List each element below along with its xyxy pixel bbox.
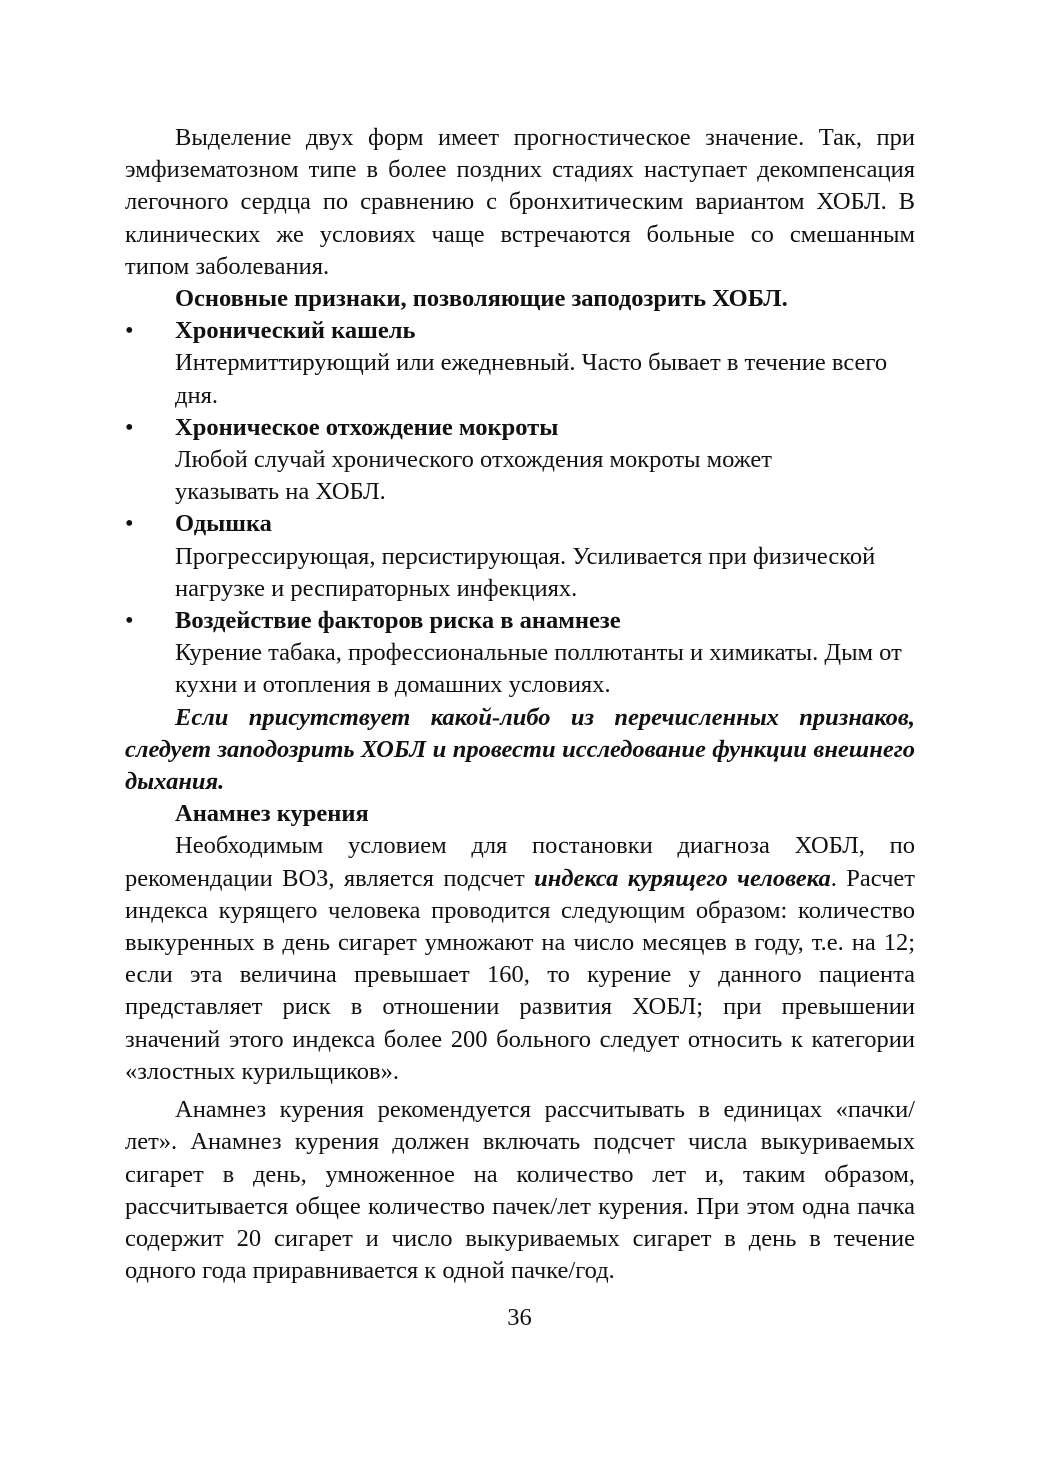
sign-item-risk-factors — [125, 605, 915, 702]
smoker-index-body: . Расчет индекса курящего человека проводится следующим образом: количество выкуренных в день сигарет умножают на число месяцев в году, т.е. на 12; если эта величина превышает 160, то курение у данного пациента представляет риск в отношении развития ХОБЛ; при превышении значений этого индекса более 200 больного следует относить к категории «злостных курильщиков». — [125, 864, 916, 1085]
bullet-marker: • — [125, 510, 134, 538]
smoker-index-intro: Необходимым условием для постановки диагноза ХОБЛ, по рекомендации ВОЗ, является подсчет — [125, 832, 915, 892]
page-body — [125, 122, 915, 1287]
heading-main-signs: Основные признаки, позволяющие заподозрить ХОБЛ. — [175, 285, 788, 313]
paragraph-forms: Выделение двух форм имеет прогностическое значение. Так, при эмфизематозном типе в более поздних стадиях наступает декомпенсация легочного сердца по сравнению с бронхитическим вариантом ХОБЛ. В клинических же условиях чаще встречаются больные со смешанным типом заболевания. — [125, 124, 915, 280]
paragraph-pack-years: Анамнез курения рекомендуется рассчитывать в единицах «пачки/лет». Анамнез курения должен включать подсчет числа выкуриваемых сигарет в день, умноженное на количество лет и, таким образом, рассчитывается общее количество пачек/лет курения. При этом одна пачка содержит 20 сигарет и число выкуриваемых сигарет в день в течение одного года приравнивается к одной пачке/год. — [125, 1096, 915, 1285]
bullet-marker: • — [125, 317, 134, 345]
sign-text: Интермиттирующий или ежедневный. Часто бывает в течение всего дня. — [175, 349, 888, 409]
bullet-marker: • — [125, 607, 134, 635]
sign-title: Хронический кашель — [175, 317, 416, 345]
sign-text: Прогрессирующая, персистирующая. Усиливается при физической нагрузке и респираторных инфекциях. — [175, 542, 876, 602]
heading-smoking-history: Анамнез курения — [175, 800, 369, 828]
sign-title: Воздействие факторов риска в анамнезе — [175, 607, 621, 635]
bullet-marker: • — [125, 413, 134, 441]
emphasis-paragraph: Если присутствует какой-либо из перечисленных признаков, следует заподозрить ХОБЛ и провести исследование функции внешнего дыхания. — [125, 703, 915, 796]
page-number: 36 — [507, 1304, 532, 1331]
smoker-index-term: индекса курящего человека — [534, 864, 831, 892]
sign-item-cough — [125, 315, 915, 412]
sign-item-dyspnea — [125, 508, 915, 605]
sign-title: Одышка — [175, 510, 272, 538]
sign-item-sputum — [125, 412, 915, 509]
paragraph-smoker-index — [125, 830, 915, 1088]
sign-text: Любой случай хронического отхождения мокроты может указывать на ХОБЛ. — [175, 446, 772, 506]
sign-text: Курение табака, профессиональные поллютанты и химикаты. Дым от кухни и отопления в домашних условиях. — [175, 639, 902, 699]
sign-title: Хроническое отхождение мокроты — [175, 413, 559, 441]
